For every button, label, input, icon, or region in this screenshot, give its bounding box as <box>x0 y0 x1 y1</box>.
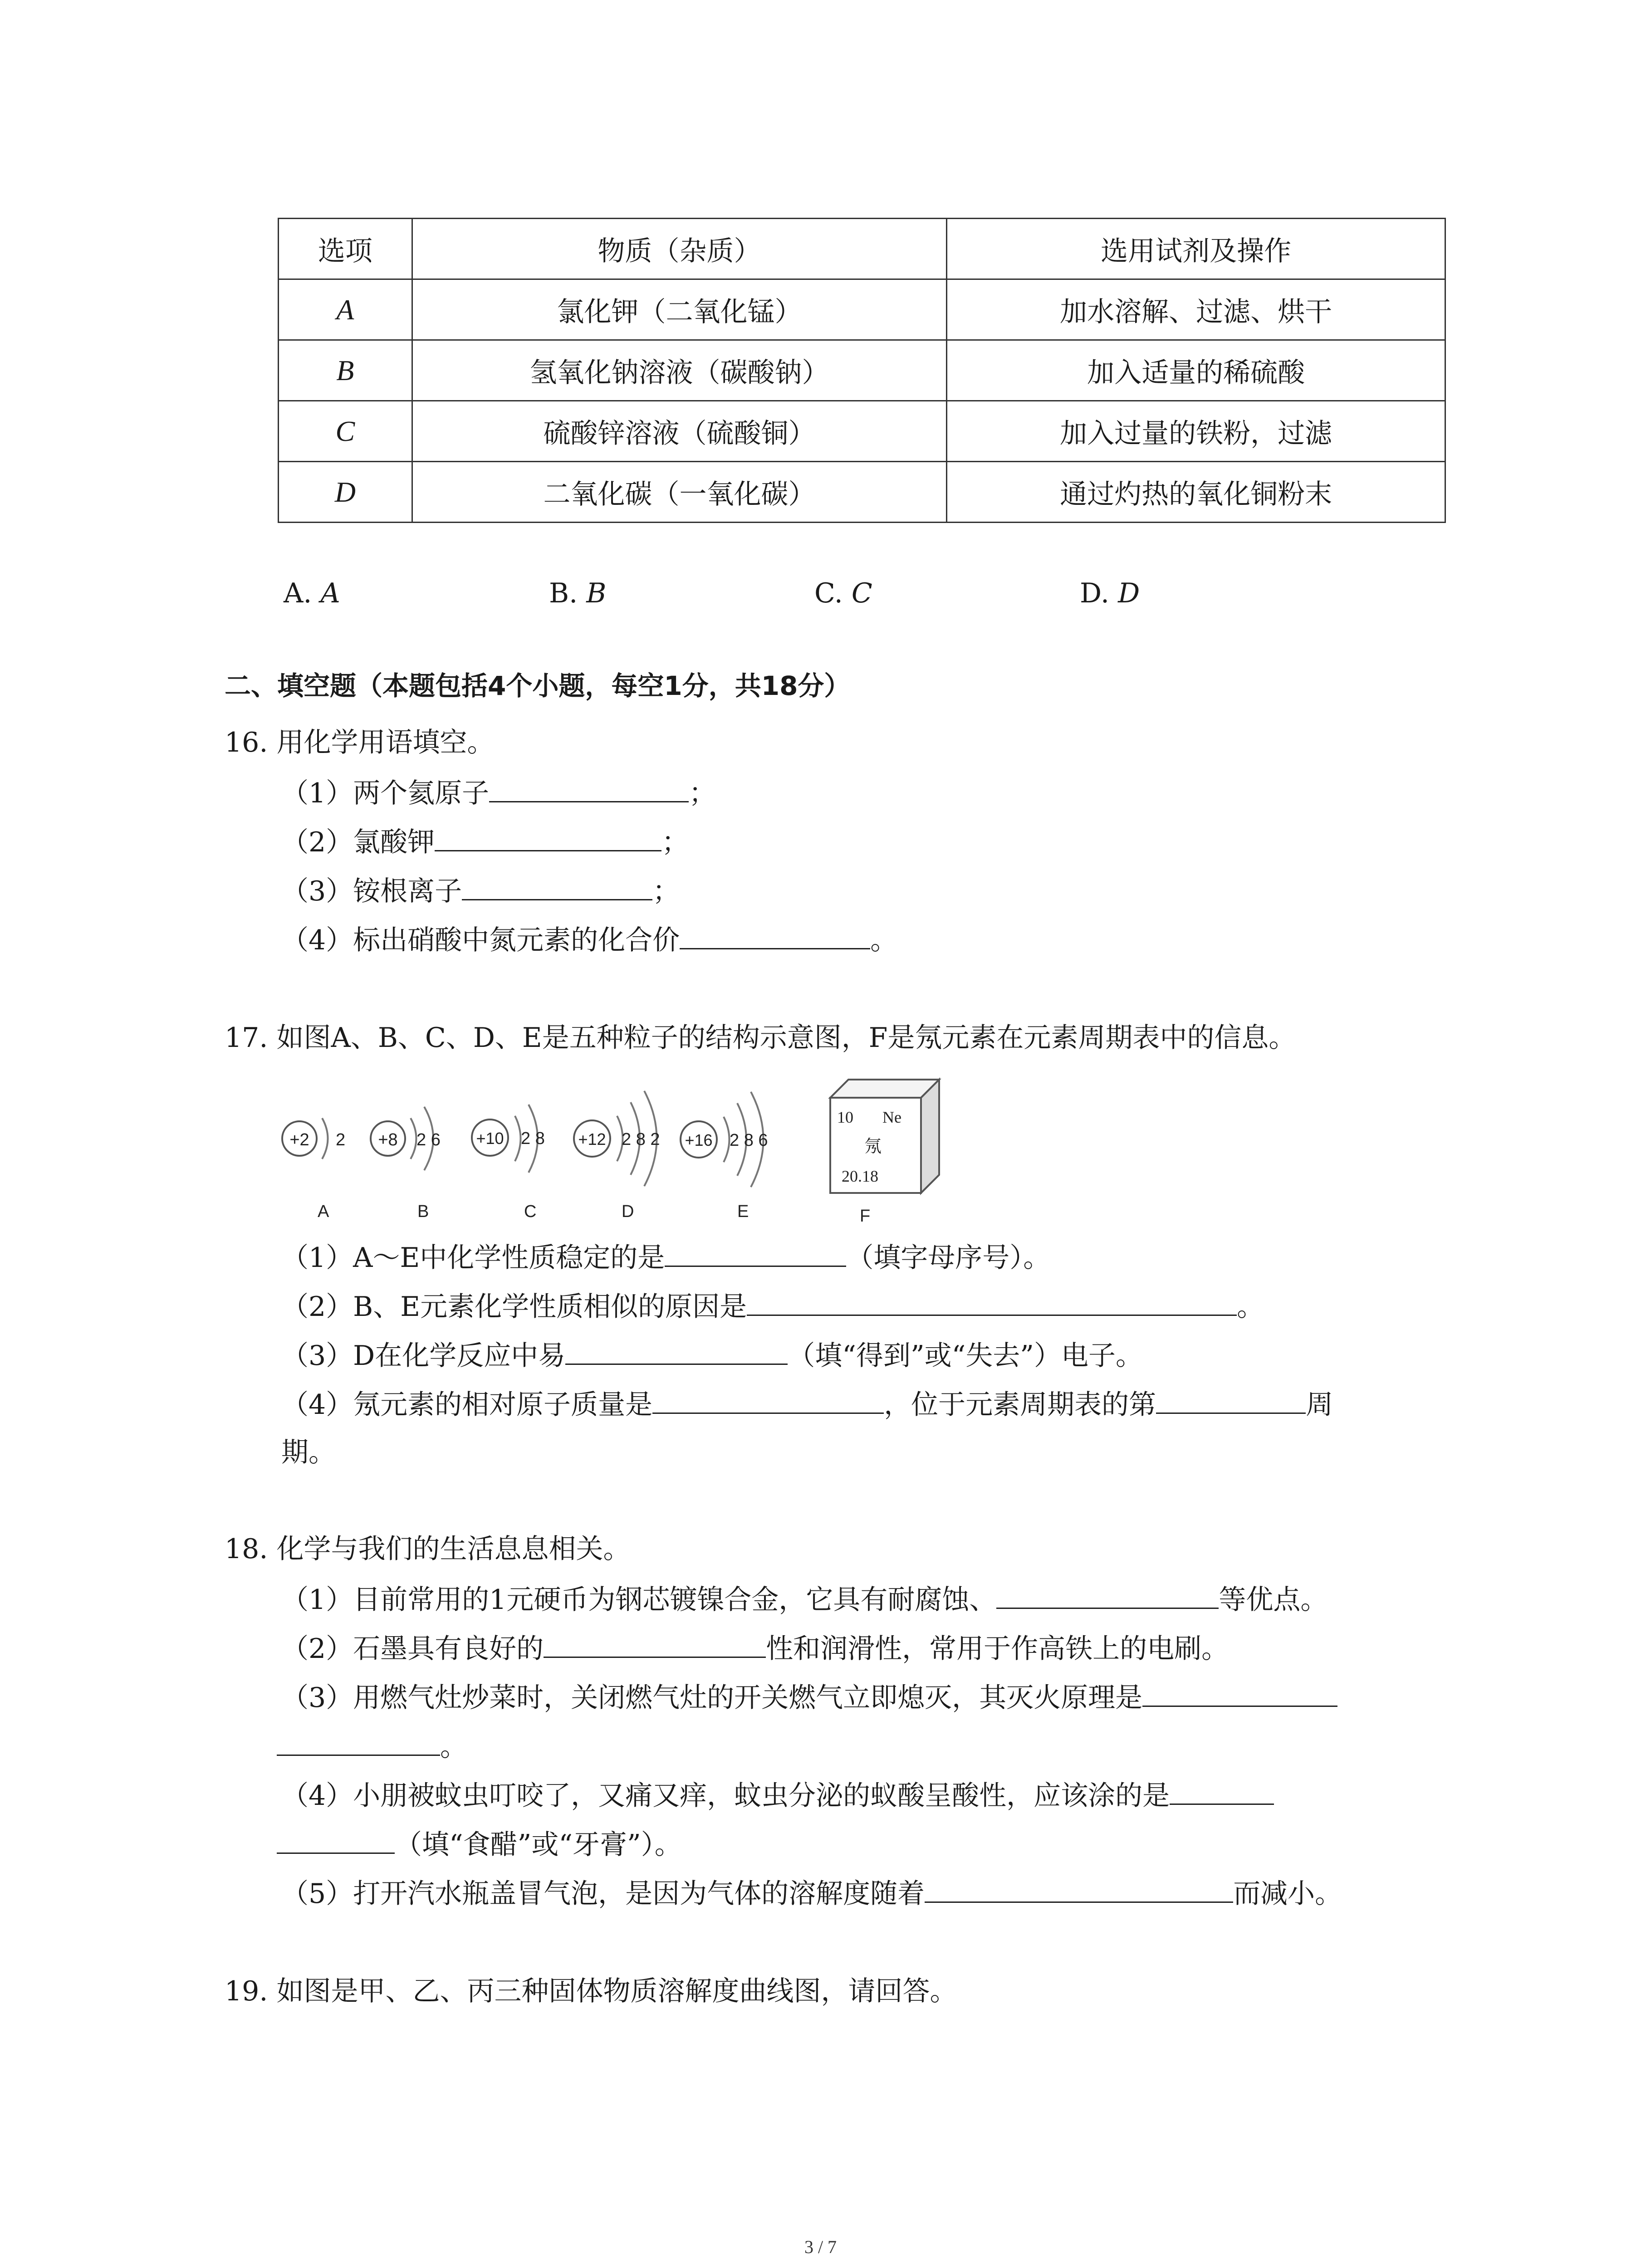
sub-text-end: 。 <box>1237 1291 1264 1323</box>
choice-value: A <box>320 577 340 609</box>
table-cell: B <box>279 340 412 401</box>
atom-diagram-e <box>681 1092 768 1187</box>
q16-item-4 <box>281 921 897 958</box>
table-cell: A <box>279 279 412 340</box>
table-cell: C <box>279 401 412 462</box>
answer-blank[interactable] <box>277 1825 395 1854</box>
q17-sub-4 <box>281 1385 1333 1423</box>
electron-shells: 2 8 <box>521 1129 545 1148</box>
table-header: 物质（杂质） <box>412 219 947 279</box>
nucleus-charge: +2 <box>289 1130 309 1149</box>
diagram-label-a: A <box>318 1202 329 1221</box>
q17-sub-4-wrap: 期。 <box>281 1437 336 1468</box>
answer-blank[interactable] <box>544 1629 766 1658</box>
table-cell: 加入适量的稀硫酸 <box>947 340 1445 401</box>
q17-sub-3 <box>281 1336 1143 1374</box>
answer-blank[interactable] <box>747 1287 1237 1316</box>
diagram-label-d: D <box>622 1202 634 1221</box>
nucleus-charge: +12 <box>578 1130 606 1149</box>
choice-letter: A. <box>284 577 312 609</box>
sub-text-end: 而减小。 <box>1233 1878 1342 1910</box>
sub-text: （5）打开汽水瓶盖冒气泡，是因为气体的溶解度随着 <box>281 1878 925 1910</box>
atomic-mass: 20.18 <box>842 1167 878 1185</box>
electron-shells: 2 6 <box>416 1130 441 1149</box>
sub-text-end: （填“得到”或“失去”）电子。 <box>788 1340 1143 1372</box>
electron-shells: 2 8 6 <box>730 1131 768 1150</box>
choice-value: C <box>851 577 872 609</box>
table-header: 选项 <box>279 219 412 279</box>
option-table <box>278 218 1446 523</box>
answer-blank[interactable] <box>462 872 652 900</box>
nucleus-charge: +10 <box>476 1129 504 1148</box>
electron-shells: 2 8 2 <box>622 1130 660 1149</box>
q18-sub-4 <box>281 1776 1274 1814</box>
answer-blank[interactable] <box>680 921 870 949</box>
section-title: 二、填空题（本题包括4个小题，每空1分，共18分） <box>225 670 851 701</box>
q18-sub-2 <box>281 1629 1229 1667</box>
question-17-stem: 17. 如图A、B、C、D、E是五种粒子的结构示意图，F是氖元素在元素周期表中的信息。 <box>225 1022 1296 1054</box>
diagram-label-c: C <box>524 1202 537 1221</box>
question-19-stem: 19. 如图是甲、乙、丙三种固体物质溶解度曲线图，请回答。 <box>225 1975 957 2007</box>
sub-text-end: 。 <box>440 1731 467 1763</box>
atom-diagram-a <box>282 1118 345 1159</box>
atom-diagram-c <box>472 1105 545 1173</box>
item-end: ； <box>661 826 689 858</box>
table-header-row <box>279 219 1445 279</box>
table-cell: 氯化钾（二氧化锰） <box>412 279 947 340</box>
choice-letter: C. <box>814 577 843 609</box>
choice-b[interactable] <box>549 575 606 611</box>
answer-blank[interactable] <box>996 1580 1219 1609</box>
answer-blank[interactable] <box>277 1727 440 1756</box>
q16-item-3 <box>281 872 680 909</box>
table-header: 选用试剂及操作 <box>947 219 1445 279</box>
atom-diagram-d <box>574 1091 660 1186</box>
answer-blank[interactable] <box>925 1874 1233 1903</box>
choice-letter: B. <box>549 577 578 609</box>
sub-text: （3）用燃气灶炒菜时，关闭燃气灶的开关燃气立即熄灭，其灭火原理是 <box>281 1682 1143 1714</box>
choice-letter: D. <box>1080 577 1110 609</box>
sub-text: （2）石墨具有良好的 <box>281 1633 544 1665</box>
item-text: （2）氯酸钾 <box>281 826 435 858</box>
item-text: （3）铵根离子 <box>281 875 462 907</box>
item-text: （4）标出硝酸中氮元素的化合价 <box>281 924 680 956</box>
q18-sub-5 <box>281 1874 1342 1912</box>
choice-d[interactable] <box>1080 575 1140 611</box>
sub-text: （1）A～E中化学性质稳定的是 <box>281 1242 665 1274</box>
nucleus-charge: +8 <box>378 1130 398 1149</box>
table-cell: 通过灼热的氧化铜粉末 <box>947 462 1445 523</box>
q17-sub-2 <box>281 1287 1264 1325</box>
table-cell: 氢氧化钠溶液（碳酸钠） <box>412 340 947 401</box>
item-end: 。 <box>870 924 898 956</box>
element-symbol: Ne <box>882 1108 901 1126</box>
answer-blank[interactable] <box>652 1385 884 1414</box>
question-16-stem: 16. 用化学用语填空。 <box>225 727 495 758</box>
choice-c[interactable] <box>814 575 872 611</box>
question-18-stem: 18. 化学与我们的生活息息相关。 <box>225 1533 631 1565</box>
sub-text: （3）D在化学反应中易 <box>281 1340 566 1372</box>
q18-sub-3-wrap <box>277 1727 467 1765</box>
q16-item-2 <box>281 823 689 860</box>
choice-value: D <box>1118 577 1140 609</box>
item-text: （1）两个氦原子 <box>281 777 490 809</box>
element-name: 氖 <box>864 1136 882 1156</box>
sub-text: （1）目前常用的1元硬币为钢芯镀镍合金，它具有耐腐蚀、 <box>281 1584 997 1616</box>
answer-blank[interactable] <box>1142 1678 1337 1707</box>
answer-blank[interactable] <box>1156 1385 1306 1414</box>
answer-blank[interactable] <box>665 1238 846 1267</box>
sub-text: （4）氖元素的相对原子质量是 <box>281 1389 653 1421</box>
sub-text-end: 周 <box>1306 1389 1333 1421</box>
answer-blank[interactable] <box>489 774 689 802</box>
page-number: 3 / 7 <box>804 2237 837 2257</box>
q16-item-1 <box>281 774 716 811</box>
q17-sub-1 <box>281 1238 1050 1276</box>
sub-text-mid: ，位于元素周期表的第 <box>884 1389 1156 1421</box>
answer-blank[interactable] <box>435 823 661 851</box>
answer-blank[interactable] <box>1170 1776 1274 1805</box>
table-row <box>279 462 1445 523</box>
choice-value: B <box>586 577 607 609</box>
atom-diagram-b <box>371 1107 441 1170</box>
table-row <box>279 340 1445 401</box>
answer-blank[interactable] <box>565 1336 788 1365</box>
diagram-label-b: B <box>417 1202 429 1221</box>
table-cell: D <box>279 462 412 523</box>
table-cell: 加入过量的铁粉，过滤 <box>947 401 1445 462</box>
q18-sub-4-wrap <box>277 1825 682 1863</box>
electron-shells: 2 <box>336 1130 346 1149</box>
sub-text-end: （填“食醋”或“牙膏”）。 <box>395 1829 682 1861</box>
table-cell: 硫酸锌溶液（硫酸铜） <box>412 401 947 462</box>
diagram-label-e: E <box>737 1202 749 1221</box>
item-end: ； <box>689 777 716 809</box>
item-end: ； <box>652 875 680 907</box>
table-row <box>279 279 1445 340</box>
choice-a[interactable] <box>284 575 340 611</box>
table-row <box>279 401 1445 462</box>
table-cell: 加水溶解、过滤、烘干 <box>947 279 1445 340</box>
diagram-label-f: F <box>860 1207 871 1226</box>
sub-text: （2）B、E元素化学性质相似的原因是 <box>281 1291 747 1323</box>
sub-text: （4）小朋被蚊虫叮咬了，又痛又痒，蚊虫分泌的蚁酸呈酸性，应该涂的是 <box>281 1780 1170 1812</box>
table-cell: 二氧化碳（一氧化碳） <box>412 462 947 523</box>
q18-sub-1 <box>281 1580 1327 1618</box>
nucleus-charge: +16 <box>685 1131 713 1149</box>
atomic-number: 10 <box>837 1108 853 1126</box>
periodic-element-cube <box>830 1080 939 1193</box>
sub-text-end: 性和润滑性，常用于作高铁上的电刷。 <box>766 1633 1229 1665</box>
q18-sub-3 <box>281 1678 1337 1716</box>
sub-text-end: （填字母序号）。 <box>846 1242 1051 1274</box>
sub-text-end: 等优点。 <box>1219 1584 1328 1616</box>
